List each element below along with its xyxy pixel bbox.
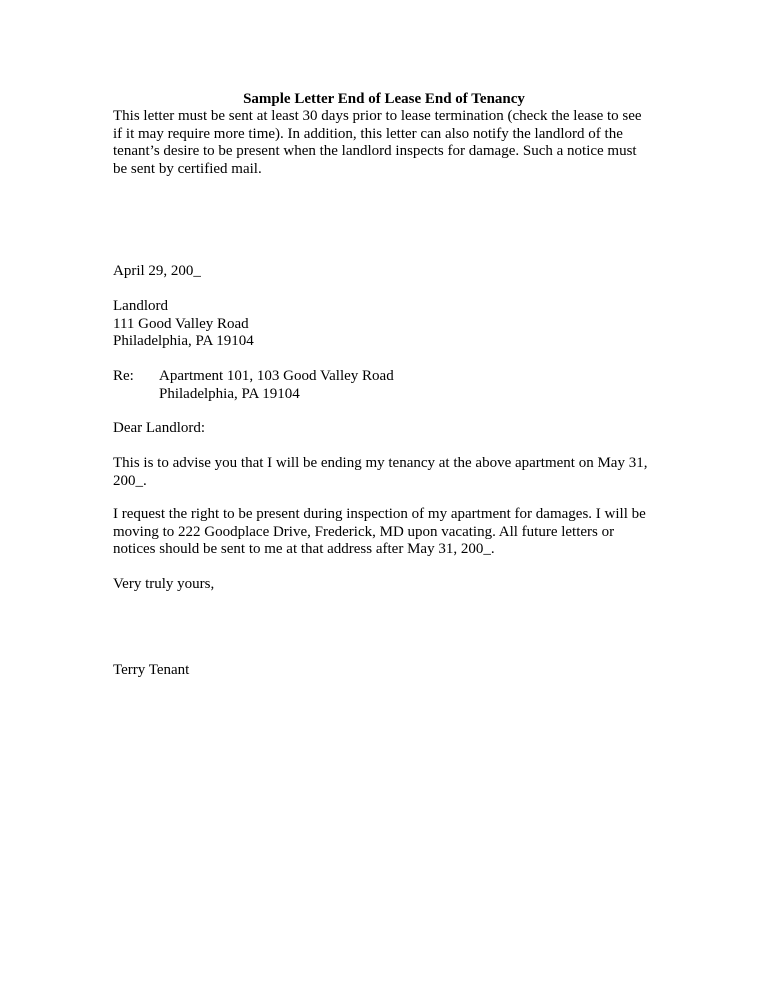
paragraph-line: This is to advise you that I will be ending my tenancy at the above apartment on May 31, [113,455,648,471]
date-text: April 29, 200_ [113,263,201,279]
paragraph-line: I request the right to be present during inspection of my apartment for damages. I will be [113,506,646,522]
re-label: Re: [113,368,134,384]
body-paragraph-2 [113,506,658,559]
recipient-line: Landlord [113,298,168,314]
document-title: Sample Letter End of Lease End of Tenancy [243,91,525,107]
signature-name: Terry Tenant [113,662,190,678]
instructions-line: if it may require more time). In addition, this letter can also notify the landlord of the [113,125,623,142]
instructions-line: tenant’s desire to be present when the landlord inspects for damage. Such a notice must [113,143,637,159]
instructions-line: This letter must be sent at least 30 days prior to lease termination (check the lease to see [113,108,642,124]
closing-text: Very truly yours, [113,576,215,592]
salutation-text: Dear Landlord: [113,420,206,436]
re-address [159,368,394,403]
recipient-address [113,298,658,351]
re-address-line: Philadelphia, PA 19104 [159,385,300,402]
recipient-line: 111 Good Valley Road [113,315,249,332]
re-line [113,368,658,403]
signature [113,662,658,680]
closing [113,576,658,594]
instructions-line: be sent by certified mail. [113,160,262,177]
instructions-paragraph [113,108,658,178]
letter-date [113,263,658,281]
paragraph-line: 200_. [113,472,147,489]
salutation [113,420,658,438]
paragraph-line: notices should be sent to me at that address after May 31, 200_. [113,541,495,557]
re-address-line: Apartment 101, 103 Good Valley Road [159,368,394,384]
recipient-line: Philadelphia, PA 19104 [113,333,254,349]
paragraph-line: moving to 222 Goodplace Drive, Frederick, MD upon vacating. All future letters or [113,523,615,540]
body-paragraph-1 [113,455,658,490]
